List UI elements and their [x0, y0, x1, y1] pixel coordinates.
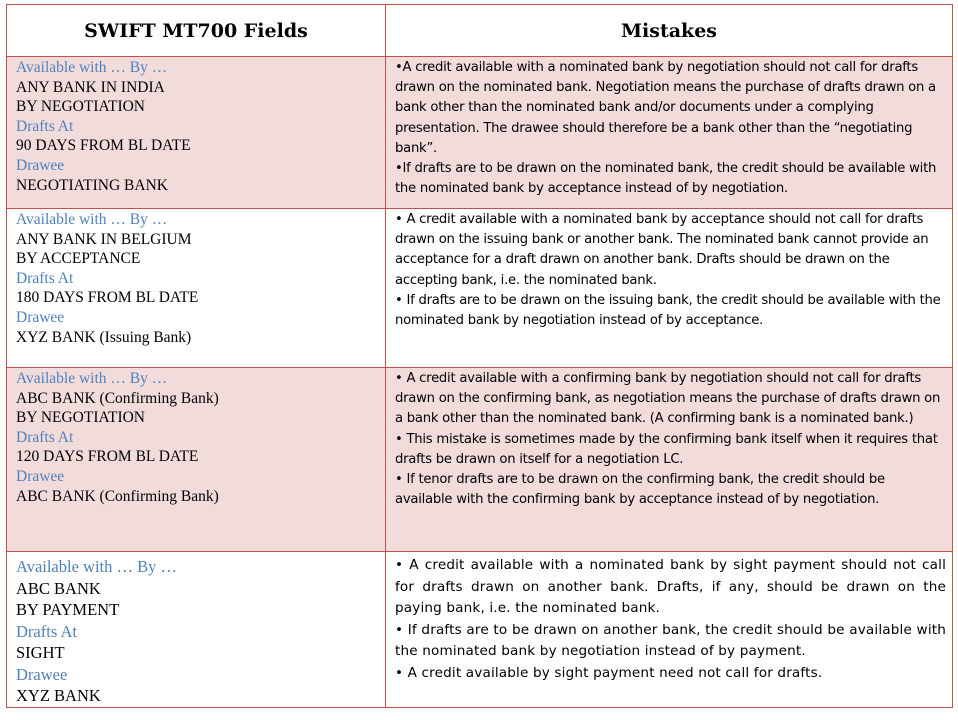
field-line: XYZ BANK (Issuing Bank) — [16, 328, 192, 346]
field-line: Drawee — [16, 467, 65, 485]
mistake-bullet: • This mistake is sometimes made by the confirming bank itself when it requires that drafts be drawn on itself for a negotiation LC. — [395, 431, 938, 467]
fields-cell — [7, 552, 386, 708]
mistake-bullet: • A credit available with a nominated bank by sight payment should not call for drafts drawn on another bank. Drafts, if any, should be drawn on the paying bank, i.e. the nominated bank. — [395, 557, 946, 617]
field-line: NEGOTIATING BANK — [16, 176, 168, 194]
mistakes-cell — [386, 57, 953, 209]
field-line: Drafts At — [16, 428, 74, 446]
header-row — [7, 5, 953, 57]
field-line: Available with … By … — [16, 211, 168, 228]
table-row — [7, 368, 953, 552]
mistake-bullet: •A credit available with a nominated bank by negotiation should not call for drafts drawn on the nominated bank. Negotiation means the purchase of drafts drawn on a bank other than the nominated bank and/or documents under a complying presentation. The drawee should therefore be a bank other than the “negotiating bank”. — [395, 60, 936, 156]
table-row — [7, 57, 953, 209]
table-row — [7, 209, 953, 368]
field-line: ANY BANK IN INDIA — [16, 78, 165, 96]
table-row — [7, 552, 953, 708]
mt700-mistakes-table — [6, 4, 953, 708]
header-mistakes: Mistakes — [386, 5, 953, 57]
fields-cell — [7, 57, 386, 209]
mistakes-cell — [386, 368, 953, 552]
mistake-bullet: • If drafts are to be drawn on another bank, the credit should be available with the nominated bank by negotiation instead of by payment. — [395, 621, 946, 660]
field-line: Available with … By … — [16, 59, 168, 76]
field-line: ABC BANK — [16, 578, 101, 598]
field-line: Drawee — [16, 664, 68, 684]
field-line: Drawee — [16, 308, 65, 326]
field-line: Drafts At — [16, 621, 77, 641]
field-line: BY NEGOTIATION — [16, 409, 146, 427]
field-line: BY NEGOTIATION — [16, 98, 146, 116]
mistake-bullet: • A credit available with a confirming bank by negotiation should not call for drafts drawn on the confirming bank, as negotiation means the purchase of drafts drawn on a bank other than the nominated bank. (A confirming bank is a nominated bank.) — [395, 371, 941, 427]
field-line: Drawee — [16, 156, 65, 174]
header-fields: SWIFT MT700 Fields — [7, 5, 386, 57]
field-line: ABC BANK (Confirming Bank) — [16, 487, 219, 505]
mistake-bullet: • A credit available with a nominated bank by acceptance should not call for drafts drawn on the issuing bank or another bank. The nominated bank cannot provide an acceptance for a draft drawn on another bank. Drafts should be drawn on the accepting bank, i.e. the nominated bank. — [395, 212, 929, 288]
fields-cell — [7, 368, 386, 552]
mistake-bullet: •If drafts are to be drawn on the nominated bank, the credit should be available with the nominated bank by acceptance instead of by negotiation. — [395, 161, 937, 197]
field-line: Drafts At — [16, 269, 74, 287]
field-line: Drafts At — [16, 117, 74, 135]
field-line: Available with … By … — [16, 557, 178, 576]
mistakes-cell — [386, 552, 953, 708]
field-line: 90 DAYS FROM BL DATE — [16, 137, 191, 155]
field-line: BY ACCEPTANCE — [16, 250, 141, 268]
field-line: XYZ BANK — [16, 686, 101, 705]
mistake-bullet: • If tenor drafts are to be drawn on the confirming bank, the credit should be available with the confirming bank by acceptance instead of by negotiation. — [395, 472, 885, 508]
mistake-bullet: • If drafts are to be drawn on the issuing bank, the credit should be available with the nominated bank by negotiation instead of by acceptance. — [395, 292, 941, 329]
field-line: ANY BANK IN BELGIUM — [16, 230, 192, 248]
field-line: BY PAYMENT — [16, 600, 120, 619]
fields-cell — [7, 209, 386, 368]
mistake-bullet: • A credit available by sight payment need not call for drafts. — [395, 664, 823, 681]
mt700-table-wrapper — [6, 4, 952, 708]
field-line: 120 DAYS FROM BL DATE — [16, 448, 199, 466]
field-line: Available with … By … — [16, 370, 168, 387]
field-line: SIGHT — [16, 643, 65, 662]
field-line: 180 DAYS FROM BL DATE — [16, 289, 199, 307]
field-line: ABC BANK (Confirming Bank) — [16, 389, 219, 407]
mistakes-cell — [386, 209, 953, 368]
